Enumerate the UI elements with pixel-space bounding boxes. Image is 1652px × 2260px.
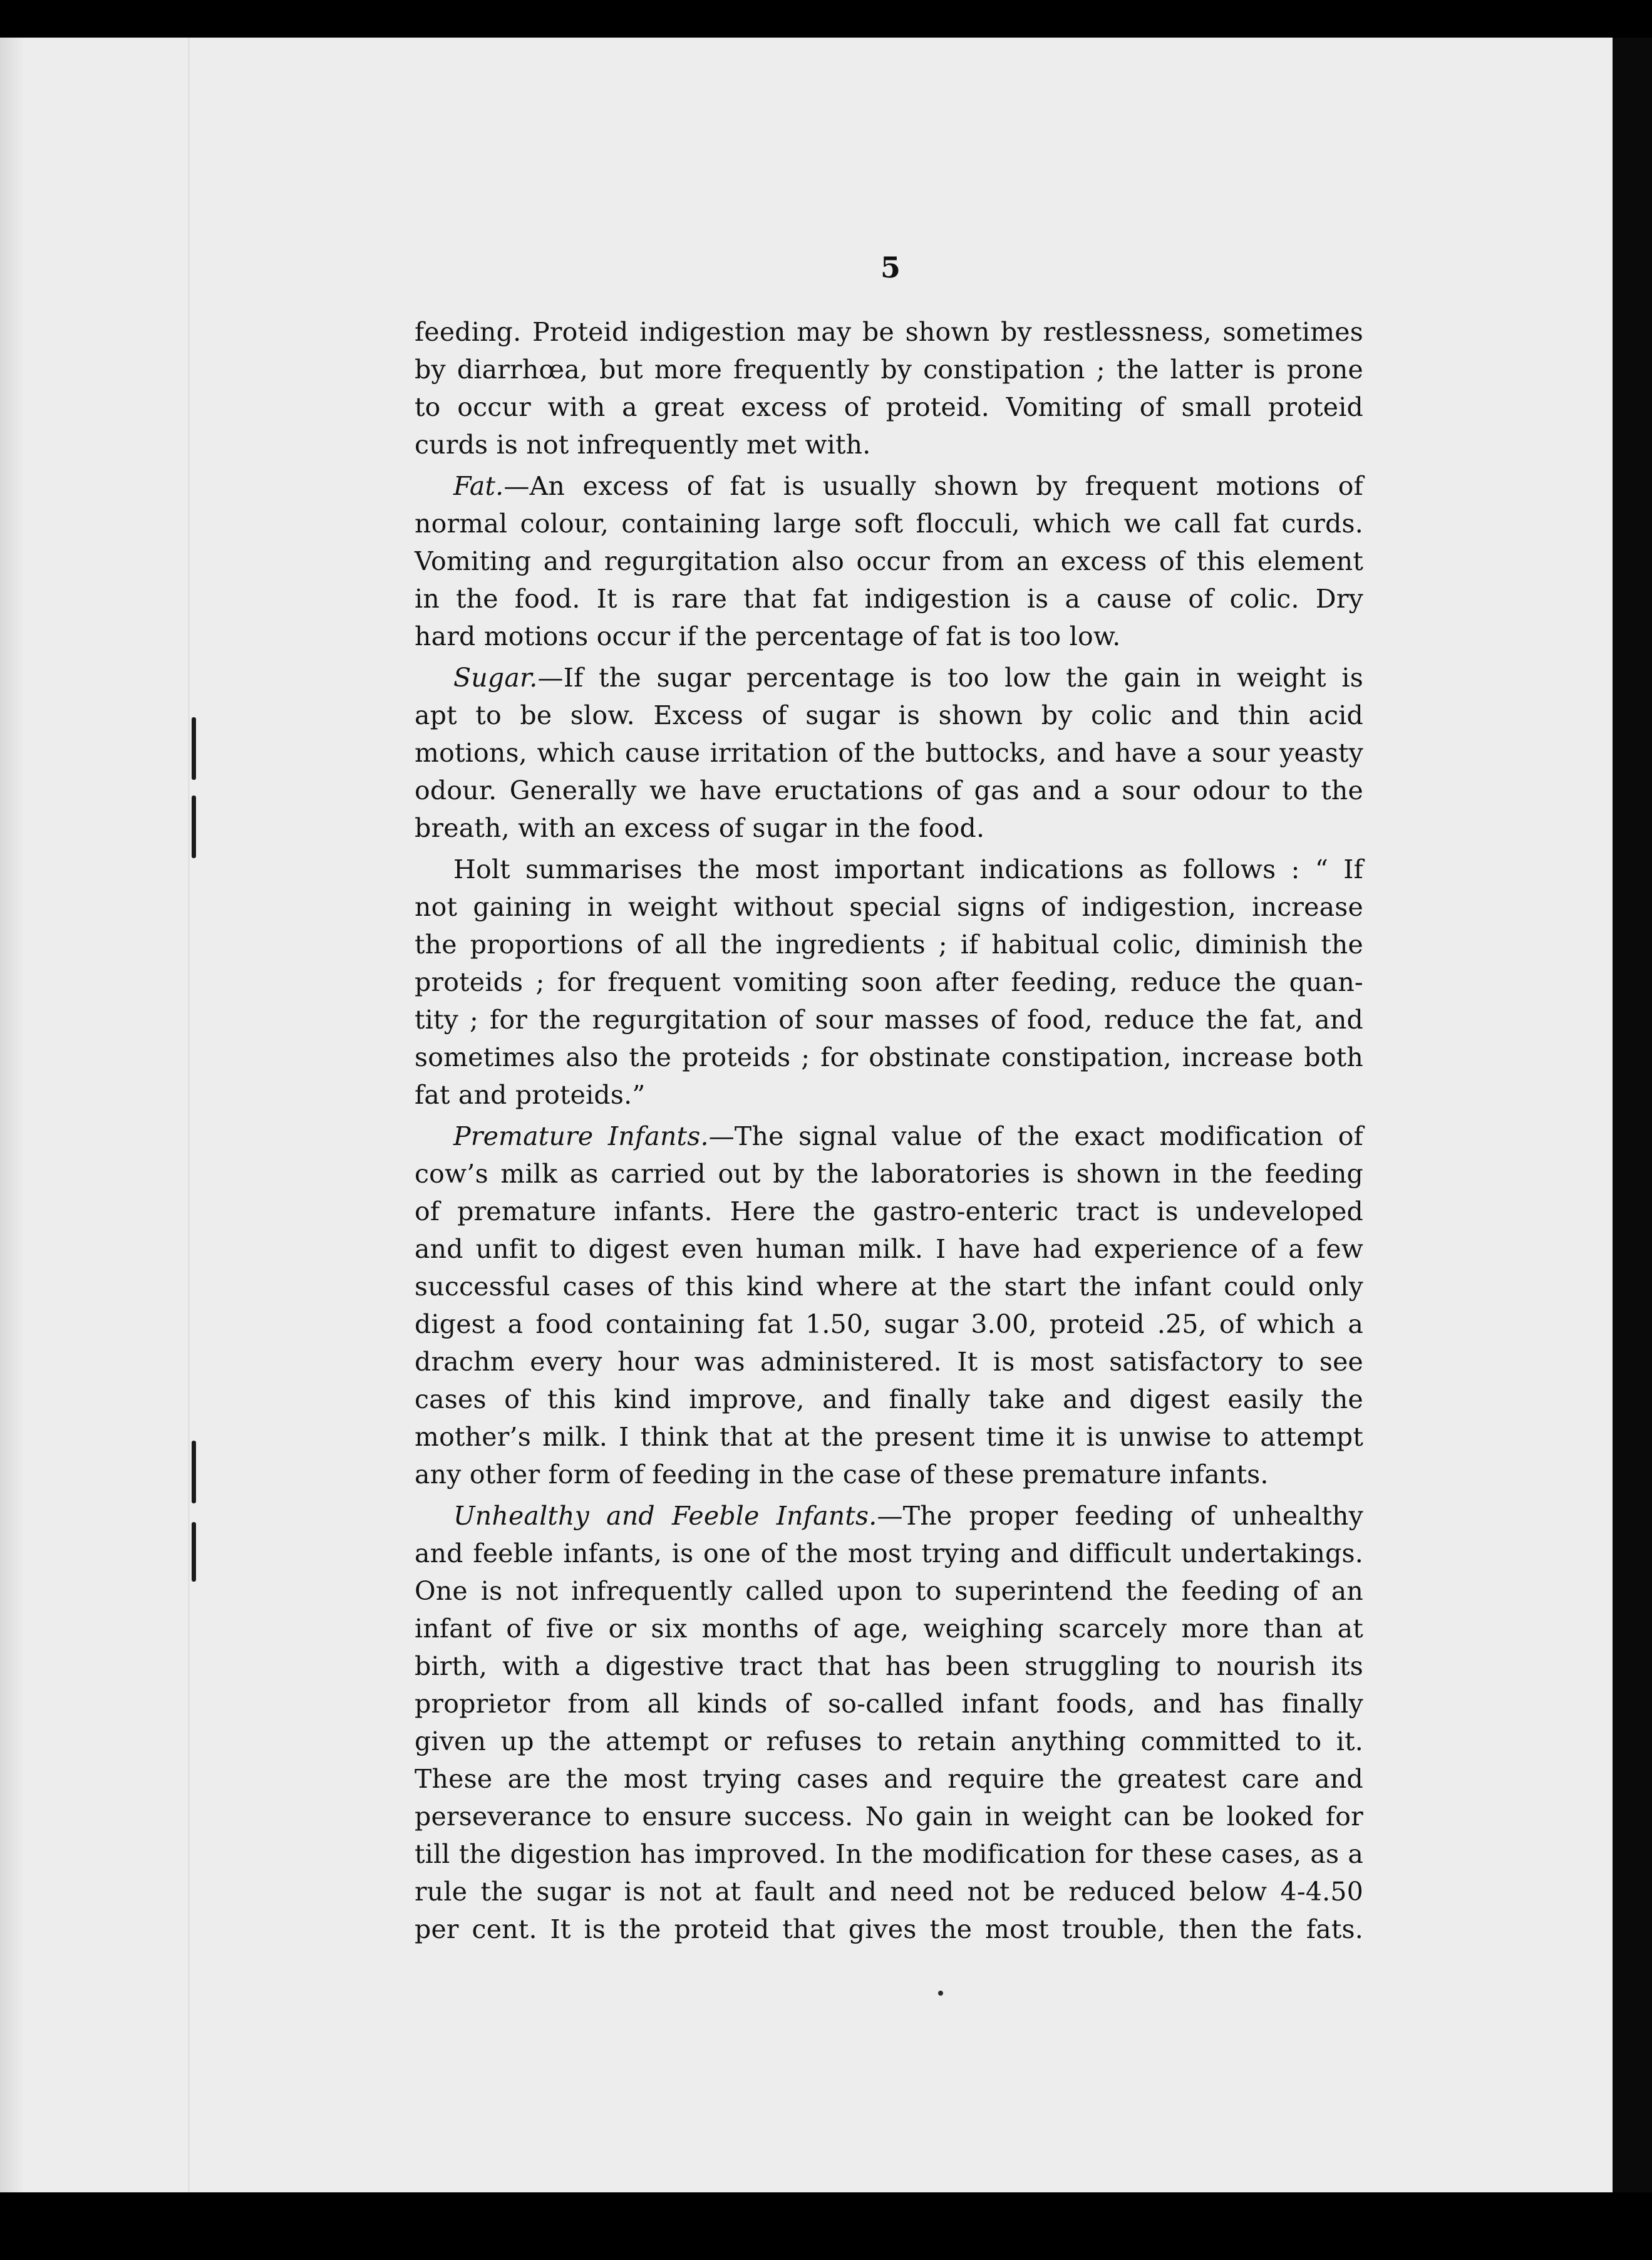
text-line: and unfit to digest even human milk. I have had experience of a few: [415, 1234, 1363, 1264]
text-run: —If the sugar percentage is too low the gain in weight is: [537, 663, 1363, 693]
text-line: and feeble infants, is one of the most trying and difficult undertakings.: [415, 1538, 1363, 1568]
text-run: —The signal value of the exact modification of: [708, 1121, 1364, 1151]
text-line: sometimes also the proteids ; for obstinate constipation, increase both: [415, 1042, 1363, 1072]
text-line: till the digestion has improved. In the modification for these cases, as a: [415, 1839, 1363, 1869]
text-line: of premature infants. Here the gastro-enteric tract is undeveloped: [415, 1196, 1363, 1226]
page-number: 5: [880, 251, 901, 284]
text-line: digest a food containing fat 1.50, sugar 3.00, proteid .25, of which a: [415, 1309, 1363, 1339]
text-line: perseverance to ensure success. No gain in weight can be looked for: [415, 1801, 1363, 1832]
text-line: in the food. It is rare that fat indigestion is a cause of colic. Dry: [415, 584, 1363, 614]
paragraph-premature-infants: [415, 1117, 1363, 1493]
text-line: curds is not infrequently met with.: [415, 430, 871, 460]
section-heading-sugar: Sugar.: [453, 663, 538, 693]
text-line: rule the sugar is not at fault and need not be reduced below 4-4.50: [415, 1877, 1363, 1907]
text-line: cases of this kind improve, and finally take and digest easily the: [415, 1384, 1363, 1414]
paragraph-sugar: [415, 659, 1363, 847]
text-line: by diarrhœa, but more frequently by constipation ; the latter is prone: [415, 355, 1363, 385]
paragraph-proteid-continuation: [415, 313, 1363, 464]
text-line: Vomiting and regurgitation also occur from an excess of this element: [415, 546, 1363, 576]
text-line: any other form of feeding in the case of these premature infants.: [415, 1459, 1269, 1490]
text-line: apt to be slow. Excess of sugar is shown by colic and thin acid: [415, 700, 1363, 730]
text-line: birth, with a digestive tract that has been struggling to nourish its: [415, 1651, 1363, 1681]
body-text: [415, 313, 1363, 1952]
margin-mark-3: [192, 1441, 196, 1503]
text-line: breath, with an excess of sugar in the food.: [415, 813, 985, 843]
text-line: fat and proteids.”: [415, 1080, 646, 1110]
text-line: given up the attempt or refuses to retain anything committed to it.: [415, 1726, 1363, 1756]
text-line: These are the most trying cases and require the greatest care and: [415, 1764, 1363, 1794]
paragraph-holt-quote: [415, 851, 1363, 1114]
text-line: normal colour, containing large soft flocculi, which we call fat curds.: [415, 509, 1363, 539]
text-line: drachm every hour was administered. It is most satisfactory to see: [415, 1347, 1363, 1377]
text-run: —The proper feeding of unhealthy: [877, 1501, 1363, 1531]
text-line: [415, 1497, 1363, 1535]
text-line: successful cases of this kind where at the start the infant could only: [415, 1272, 1363, 1302]
section-heading-unhealthy: Unhealthy and Feeble Infants.: [453, 1501, 877, 1531]
text-line: hard motions occur if the percentage of fat is too low.: [415, 621, 1121, 651]
text-line: One is not infrequently called upon to superintend the feeding of an: [415, 1576, 1363, 1606]
margin-mark-4: [192, 1522, 196, 1582]
text-line: [415, 659, 1363, 697]
text-line: tity ; for the regurgitation of sour masses of food, reduce the fat, and: [415, 1005, 1363, 1035]
text-line: feeding. Proteid indigestion may be shown by restlessness, sometimes: [415, 317, 1363, 347]
text-line: not gaining in weight without special signs of indigestion, increase: [415, 892, 1363, 922]
text-line: odour. Generally we have eructations of gas and a sour odour to the: [415, 775, 1363, 806]
text-line: cow’s milk as carried out by the laboratories is shown in the feeding: [415, 1159, 1363, 1189]
text-line: proteids ; for frequent vomiting soon after feeding, reduce the quan-: [415, 967, 1363, 997]
text-line: to occur with a great excess of proteid. Vomiting of small proteid: [415, 392, 1363, 422]
scan-right-border: [1613, 38, 1652, 2260]
text-line: [415, 1117, 1363, 1155]
margin-mark-1: [192, 717, 196, 780]
text-line: per cent. It is the proteid that gives the most trouble, then the fats.: [415, 1914, 1363, 1944]
text-run: —An excess of fat is usually shown by frequent motions of: [503, 471, 1363, 501]
page-speck: [938, 1991, 943, 1996]
text-line: the proportions of all the ingredients ; if habitual colic, diminish the: [415, 930, 1363, 960]
paragraph-fat: [415, 467, 1363, 655]
text-line: proprietor from all kinds of so-called infant foods, and has finally: [415, 1689, 1363, 1719]
margin-mark-2: [192, 796, 196, 858]
text-line: [415, 467, 1363, 505]
paragraph-unhealthy-infants: [415, 1497, 1363, 1948]
section-heading-fat: Fat.: [453, 471, 504, 501]
text-line: Holt summarises the most important indications as follows : “ If: [453, 854, 1363, 884]
paper-left-shadow: [0, 38, 25, 2192]
text-line: infant of five or six months of age, weighing scarcely more than at: [415, 1614, 1363, 1644]
scan-bottom-border: [0, 2192, 1652, 2260]
text-line: mother’s milk. I think that at the present time it is unwise to attempt: [415, 1422, 1363, 1452]
section-heading-premature: Premature Infants.: [453, 1121, 709, 1151]
text-line: motions, which cause irritation of the buttocks, and have a sour yeasty: [415, 738, 1363, 768]
paper-fold-line: [188, 38, 190, 2192]
